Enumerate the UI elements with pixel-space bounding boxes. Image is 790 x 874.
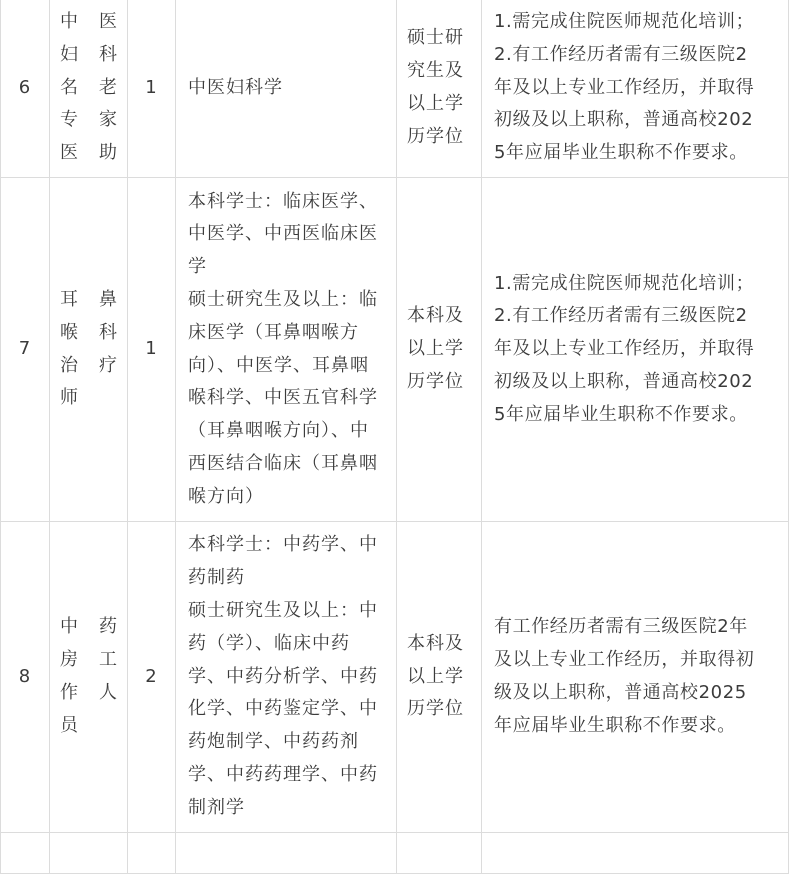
- position-name-line: 名 老: [60, 76, 117, 98]
- education-requirement-line: 以上学: [407, 338, 464, 360]
- position-name-line: 医助: [60, 142, 117, 164]
- position-name-line: 房 工: [60, 649, 117, 671]
- education-requirement-line: 究生及: [407, 60, 464, 82]
- other-requirement-line: 2.有工作经历者需有三级医院2: [494, 305, 748, 327]
- education-requirement-line: 以上学: [407, 93, 464, 114]
- major-requirement-line: 制剂学: [188, 796, 245, 818]
- table-row: [1, 178, 789, 522]
- position-name-line: 耳 鼻: [60, 288, 117, 310]
- education-requirement-cell: [397, 178, 482, 522]
- major-requirement-line: 床医学（耳鼻咽喉方: [188, 321, 359, 343]
- hiring-count: 1: [128, 0, 176, 178]
- major-requirement-line: 药制药: [188, 567, 245, 589]
- major-requirement-line: 学、中药药理学、中药: [188, 763, 378, 785]
- major-requirement-line: 中医妇科学: [188, 76, 283, 98]
- other-requirement-line: 年应届毕业生职称不作要求。: [494, 714, 736, 736]
- position-name-line: 中 医: [60, 11, 117, 32]
- major-requirement-line: 硕士研究生及以上：中: [188, 600, 378, 621]
- major-requirement-line: 中医学、中西医临床医: [188, 223, 378, 245]
- major-requirement-line: 喉方向）: [188, 485, 264, 507]
- major-requirement-line: 硕士研究生及以上：临: [188, 288, 378, 310]
- major-requirement-line: 向）、中医学、耳鼻咽: [188, 354, 369, 376]
- other-requirement-line: 初级及以上职称，普通高校202: [494, 109, 754, 131]
- other-requirement-cell: [482, 522, 789, 833]
- other-requirement-line: 年及以上专业工作经历，并取得: [494, 338, 755, 360]
- row-number: 8: [1, 522, 50, 833]
- education-requirement-line: 硕士研: [407, 27, 464, 49]
- major-requirement-line: 喉科学、中医五官科学: [188, 387, 378, 409]
- major-requirement-cell: [176, 178, 397, 522]
- education-requirement-cell: [397, 0, 482, 178]
- major-requirement-line: 学: [188, 256, 207, 278]
- row-number: 6: [1, 0, 50, 178]
- other-requirement-line: 级及以上职称，普通高校2025: [494, 682, 747, 703]
- position-name-cell: [50, 522, 128, 833]
- education-requirement-cell: [397, 522, 482, 833]
- other-requirement-line: 初级及以上职称，普通高校202: [494, 370, 754, 392]
- major-requirement-line: 本科学士：中药学、中: [188, 534, 378, 556]
- major-requirement-line: 学、中药分析学、中药: [188, 665, 378, 687]
- position-name-line: 妇 科: [60, 43, 117, 65]
- other-requirement-line: 有工作经历者需有三级医院2年: [494, 616, 748, 638]
- other-requirement-line: 2.有工作经历者需有三级医院2: [494, 43, 748, 65]
- education-requirement-line: 历学位: [407, 125, 464, 147]
- education-requirement-line: 历学位: [407, 370, 464, 392]
- table-row: [1, 522, 789, 833]
- table-body: [1, 0, 789, 874]
- position-name-cell: [50, 0, 128, 178]
- position-name-line: 专 家: [60, 109, 117, 131]
- major-requirement-line: 西医结合临床（耳鼻咽: [188, 452, 378, 474]
- education-requirement-line: 本科及: [407, 632, 464, 654]
- position-name-line: 员: [60, 714, 78, 736]
- major-requirement-cell: [176, 0, 397, 178]
- other-requirement-line: 5年应届毕业生职称不作要求。: [494, 142, 748, 164]
- education-requirement-line: 以上学: [407, 665, 464, 687]
- other-requirement-line: 5年应届毕业生职称不作要求。: [494, 403, 748, 425]
- other-requirement-line: 1.需完成住院医师规范化培训；: [494, 11, 755, 32]
- position-name-line: 治 疗: [60, 354, 117, 376]
- other-requirement-line: 及以上专业工作经历，并取得初: [494, 649, 755, 671]
- major-requirement-line: 药（学）、临床中药: [188, 632, 350, 654]
- major-requirement-cell: [176, 522, 397, 833]
- position-name-cell: [50, 178, 128, 522]
- hiring-count: 2: [128, 522, 176, 833]
- table-row: [1, 0, 789, 178]
- major-requirement-line: 本科学士：临床医学、: [188, 190, 378, 212]
- row-number: 7: [1, 178, 50, 522]
- position-name-line: 中 药: [60, 616, 117, 638]
- education-requirement-line: 历学位: [407, 698, 464, 720]
- major-requirement-line: 化学、中药鉴定学、中: [188, 698, 378, 720]
- position-name-line: 喉 科: [60, 321, 117, 343]
- other-requirement-line: 年及以上专业工作经历，并取得: [494, 76, 755, 98]
- position-name-line: 师: [60, 387, 78, 409]
- major-requirement-line: （耳鼻咽喉方向）、中: [188, 420, 369, 442]
- education-requirement-line: 本科及: [407, 305, 464, 327]
- major-requirement-line: 药炮制学、中药药剂: [188, 731, 359, 753]
- other-requirement-line: 1.需完成住院医师规范化培训；: [494, 272, 755, 294]
- other-requirement-cell: [482, 0, 789, 178]
- position-name-line: 作 人: [60, 682, 117, 703]
- hiring-count: 1: [128, 178, 176, 522]
- other-requirement-cell: [482, 178, 789, 522]
